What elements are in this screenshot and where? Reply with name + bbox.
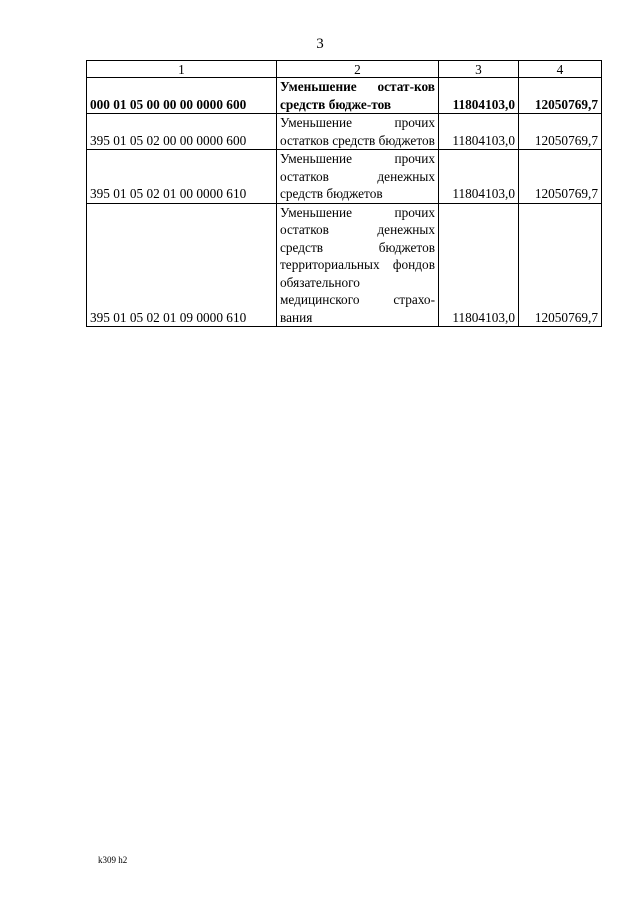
row-name: Уменьшение прочих остатков денежных средств бюджетов территориальных фондов обязательного медицинского страхо-вания [277, 203, 439, 327]
row-value-col4: 12050769,7 [519, 150, 602, 204]
budget-table [86, 60, 602, 327]
row-code: 395 01 05 02 00 00 0000 600 [87, 114, 277, 150]
row-code: 000 01 05 00 00 00 0000 600 [87, 78, 277, 114]
row-name: Уменьшение прочих остатков денежных средств бюджетов [277, 150, 439, 204]
column-header: 2 [277, 61, 439, 78]
row-value-col4: 12050769,7 [519, 114, 602, 150]
column-header: 4 [519, 61, 602, 78]
row-value-col4: 12050769,7 [519, 78, 602, 114]
row-name: Уменьшение остат-ков средств бюдже-тов [277, 78, 439, 114]
row-value-col3: 11804103,0 [439, 114, 519, 150]
table-row [87, 78, 602, 114]
table-row [87, 203, 602, 327]
page-number: 3 [316, 36, 324, 52]
table-row [87, 114, 602, 150]
row-value-col3: 11804103,0 [439, 203, 519, 327]
row-code: 395 01 05 02 01 00 0000 610 [87, 150, 277, 204]
row-value-col4: 12050769,7 [519, 203, 602, 327]
row-value-col3: 11804103,0 [439, 150, 519, 204]
column-header: 3 [439, 61, 519, 78]
table-row [87, 150, 602, 204]
row-value-col3: 11804103,0 [439, 78, 519, 114]
column-header: 1 [87, 61, 277, 78]
footer-code: k309 h2 [98, 855, 128, 865]
row-name: Уменьшение прочих остатков средств бюджетов [277, 114, 439, 150]
row-code: 395 01 05 02 01 09 0000 610 [87, 203, 277, 327]
table-header-row [87, 61, 602, 78]
